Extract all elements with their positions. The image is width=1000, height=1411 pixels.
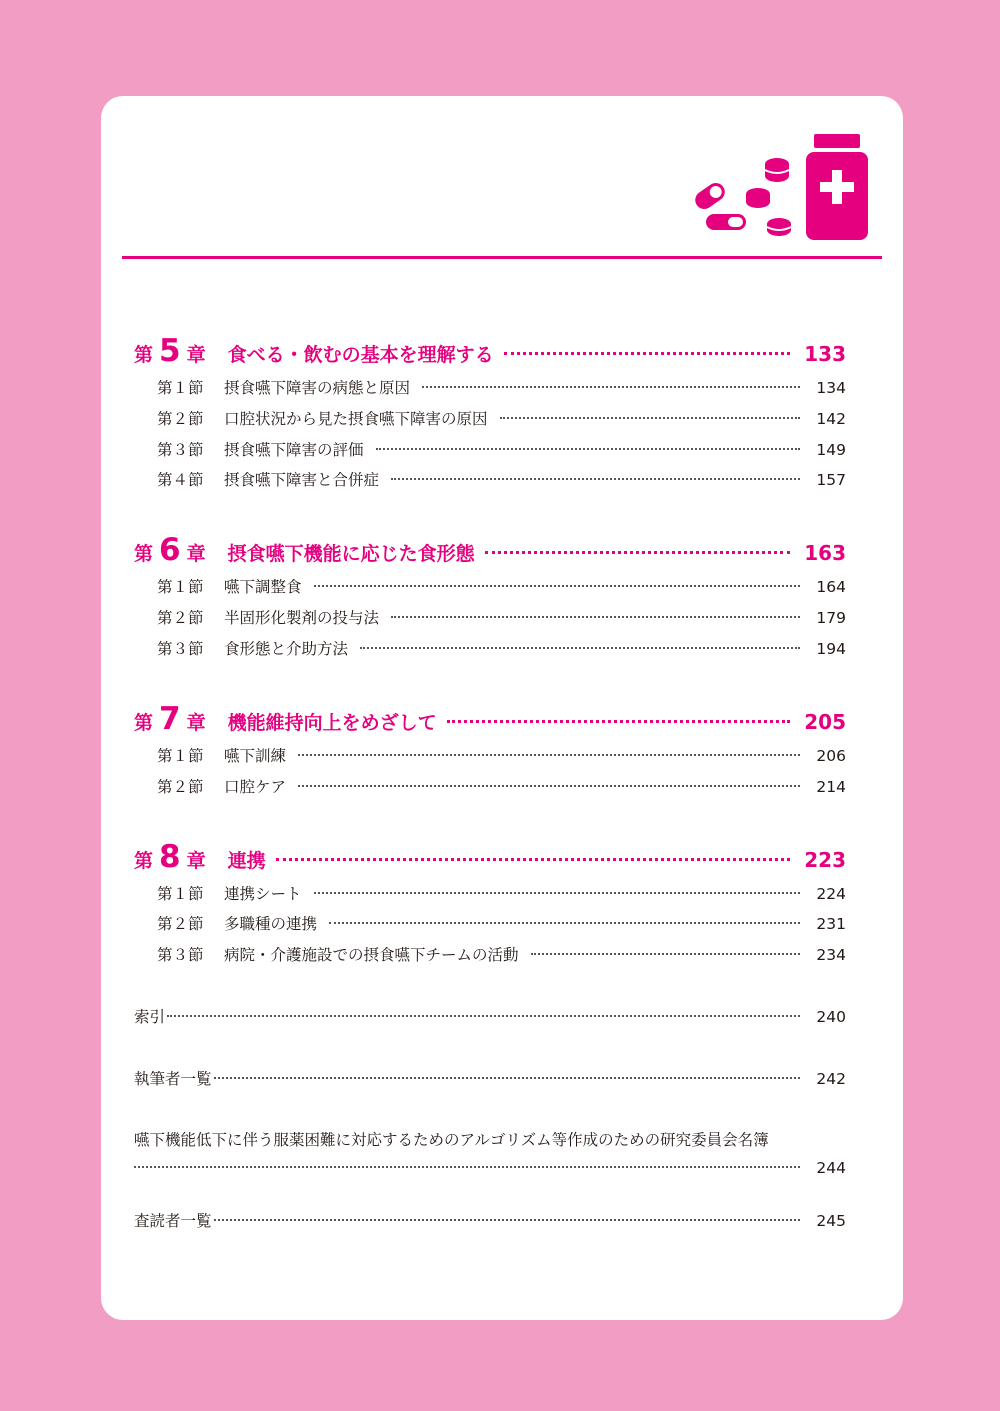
chapter-suffix: 章	[186, 712, 206, 734]
section-title: 病院・介護施設での摂食嚥下チームの活動	[224, 946, 519, 964]
leader-dots	[360, 647, 800, 649]
section-label: 第３節	[157, 640, 204, 658]
leader-dots	[298, 754, 800, 756]
leader-dots	[214, 1219, 800, 1221]
section-label: 第２節	[157, 609, 204, 627]
committee-row[interactable]	[134, 1159, 846, 1177]
leader-dots	[447, 720, 791, 723]
section-label: 第１節	[157, 379, 204, 397]
leader-dots	[134, 1166, 800, 1168]
section-title: 半固形化製剤の投与法	[224, 609, 380, 627]
index-row[interactable]	[134, 1005, 846, 1027]
chapter-number: 6	[159, 532, 181, 568]
chapter-prefix: 第	[134, 543, 154, 565]
chapter-page: 163	[804, 541, 846, 565]
chapter-7-row[interactable]	[134, 701, 846, 737]
chapter-page: 205	[804, 710, 846, 734]
section-title: 口腔ケア	[224, 778, 287, 796]
section-page: 194	[816, 640, 846, 658]
header-rule	[122, 256, 882, 259]
chapter-suffix: 章	[186, 543, 206, 565]
section-label: 第３節	[157, 946, 204, 964]
section-row[interactable]	[157, 882, 846, 904]
section-title: 嚥下調整食	[224, 578, 302, 596]
authors-page: 242	[816, 1070, 846, 1088]
leader-dots	[485, 551, 791, 554]
section-row[interactable]	[157, 376, 846, 398]
chapter-number: 8	[159, 839, 181, 875]
section-page: 234	[816, 946, 846, 964]
leader-dots	[500, 417, 800, 419]
leader-dots	[531, 953, 800, 955]
section-row[interactable]	[157, 744, 846, 766]
section-row[interactable]	[157, 943, 846, 965]
section-label: 第１節	[157, 578, 204, 596]
section-page: 134	[816, 379, 846, 397]
chapter-title: 連携	[227, 850, 266, 872]
section-title: 連携シート	[224, 885, 302, 903]
leader-dots	[504, 352, 791, 355]
index-title: 索引	[134, 1008, 166, 1026]
chapter-title: 食べる・飲むの基本を理解する	[227, 344, 494, 366]
section-page: 142	[816, 410, 846, 428]
section-row[interactable]	[157, 407, 846, 429]
section-page: 179	[816, 609, 846, 627]
chapter-prefix: 第	[134, 712, 154, 734]
section-row[interactable]	[157, 637, 846, 659]
leader-dots	[167, 1015, 800, 1017]
section-page: 206	[816, 747, 846, 765]
section-page: 231	[816, 915, 846, 933]
committee-title[interactable]: 嚥下機能低下に伴う服薬困難に対応するためのアルゴリズム等作成のための研究委員会名簿	[134, 1131, 769, 1149]
chapter-title: 機能維持向上をめざして	[227, 712, 437, 734]
chapter-suffix: 章	[186, 850, 206, 872]
chapter-number: 7	[159, 701, 181, 737]
section-label: 第１節	[157, 885, 204, 903]
section-row[interactable]	[157, 775, 846, 797]
authors-row[interactable]	[134, 1067, 846, 1089]
leader-dots	[298, 785, 800, 787]
section-page: 214	[816, 778, 846, 796]
section-page: 164	[816, 578, 846, 596]
section-row[interactable]	[157, 575, 846, 597]
section-title: 摂食嚥下障害と合併症	[224, 471, 380, 489]
section-title: 口腔状況から見た摂食嚥下障害の原因	[224, 410, 488, 428]
section-page: 157	[816, 471, 846, 489]
leader-dots	[329, 922, 800, 924]
leader-dots	[376, 448, 800, 450]
committee-page: 244	[816, 1159, 846, 1177]
section-row[interactable]	[157, 468, 846, 490]
section-title: 嚥下訓練	[224, 747, 287, 765]
index-page: 240	[816, 1008, 846, 1026]
chapter-prefix: 第	[134, 344, 154, 366]
chapter-page: 133	[804, 342, 846, 366]
section-title: 摂食嚥下障害の評価	[224, 441, 364, 459]
chapter-title: 摂食嚥下機能に応じた食形態	[227, 543, 475, 565]
section-row[interactable]	[157, 438, 846, 460]
section-title: 摂食嚥下障害の病態と原因	[224, 379, 411, 397]
section-title: 多職種の連携	[224, 915, 318, 933]
chapter-6-row[interactable]	[134, 532, 846, 568]
leader-dots	[276, 858, 791, 861]
chapter-8-row[interactable]	[134, 839, 846, 875]
leader-dots	[214, 1077, 800, 1079]
section-page: 149	[816, 441, 846, 459]
reviewers-page: 245	[816, 1212, 846, 1230]
leader-dots	[391, 616, 800, 618]
chapter-prefix: 第	[134, 850, 154, 872]
reviewers-title: 査読者一覧	[134, 1212, 212, 1230]
section-label: 第２節	[157, 410, 204, 428]
authors-title: 執筆者一覧	[134, 1070, 212, 1088]
section-label: 第３節	[157, 441, 204, 459]
chapter-number: 5	[159, 333, 181, 369]
chapter-5-row[interactable]	[134, 333, 846, 369]
leader-dots	[314, 585, 800, 587]
medicine-bottle-and-pills-icon	[692, 134, 872, 244]
leader-dots	[422, 386, 800, 388]
leader-dots	[391, 478, 800, 480]
section-label: 第２節	[157, 778, 204, 796]
section-row[interactable]	[157, 912, 846, 934]
section-title: 食形態と介助方法	[224, 640, 349, 658]
section-label: 第１節	[157, 747, 204, 765]
chapter-suffix: 章	[186, 344, 206, 366]
chapter-page: 223	[804, 848, 846, 872]
section-label: 第４節	[157, 471, 204, 489]
section-page: 224	[816, 885, 846, 903]
section-label: 第２節	[157, 915, 204, 933]
reviewers-row[interactable]	[134, 1209, 846, 1231]
section-row[interactable]	[157, 606, 846, 628]
leader-dots	[314, 892, 800, 894]
